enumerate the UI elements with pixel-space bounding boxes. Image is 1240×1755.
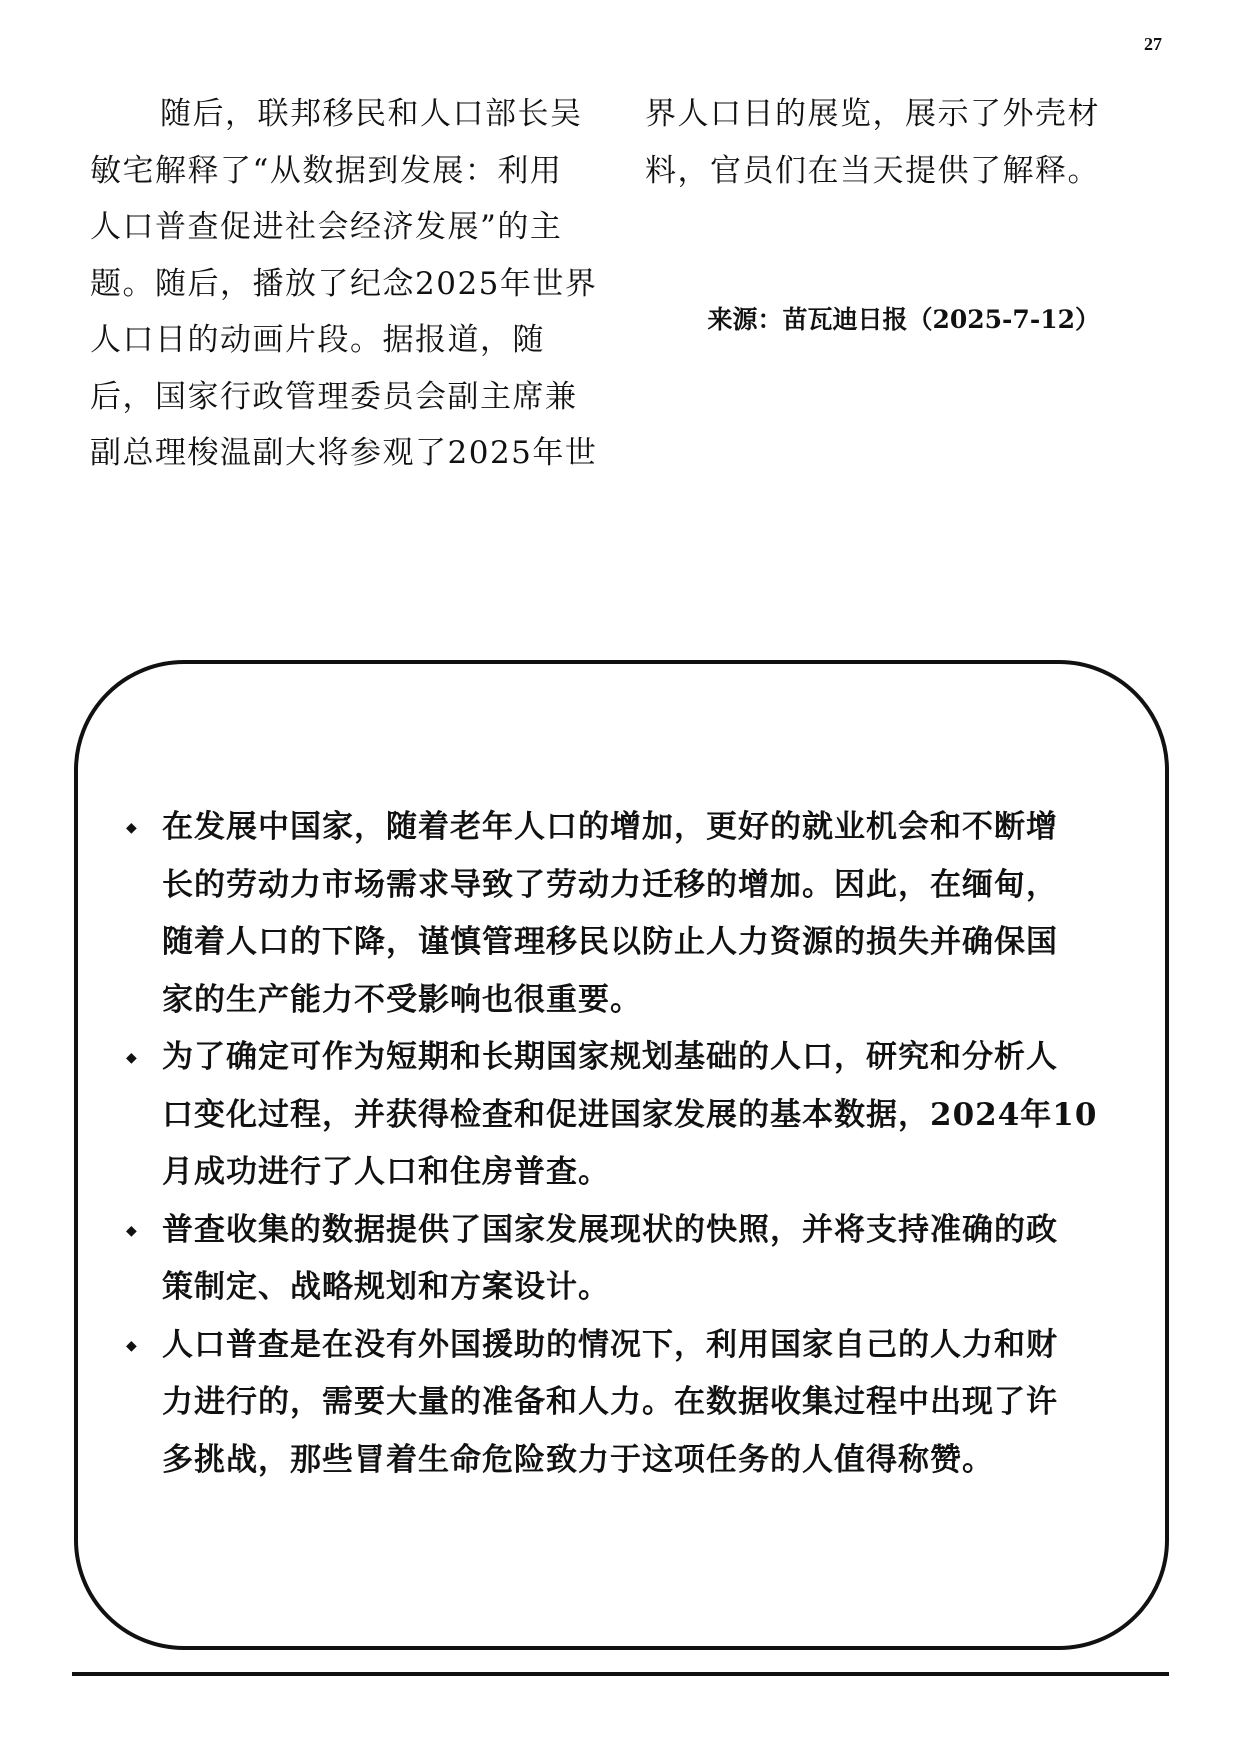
diamond-icon: ◆ [126,1337,137,1354]
article-line: 题。随后，播放了纪念2025年世界 [90,265,598,302]
article-right-column [645,86,1160,199]
list-item-line: 策制定、战略规划和方案设计。 [162,1269,610,1305]
article-line: 副总理梭温副大将参观了2025年世 [90,435,598,471]
article-line: 敏宅解释了“从数据到发展：利用 [90,152,563,189]
source-citation: 来源：苗瓦迪日报（2025-7-12） [707,305,1100,334]
list-item-line: 长的劳动力市场需求导致了劳动力迁移的增加。因此，在缅甸， [162,866,1058,903]
list-item-line: 在发展中国家，随着老年人口的增加，更好的就业机会和不断增 [162,809,1058,845]
list-item [126,799,1136,1029]
article-line: 随后，联邦移民和人口部长吴 [160,96,583,132]
list-item-line: 普查收集的数据提供了国家发展现状的快照，并将支持准确的政 [162,1211,1058,1248]
article-line: 人口普查促进社会经济发展”的主 [90,209,563,245]
list-item-line: 家的生产能力不受影响也很重要。 [162,981,642,1018]
list-item-line: 力进行的，需要大量的准备和人力。在数据收集过程中出现了许 [162,1384,1058,1420]
diamond-icon: ◆ [126,1050,137,1066]
article-columns [90,86,1160,506]
list-item-line: 随着人口的下降，谨慎管理移民以防止人力资源的损失并确保国 [162,924,1058,960]
list-item [126,1317,1136,1490]
article-line: 人口日的动画片段。据报道，随 [90,322,545,358]
footer-divider [72,1672,1169,1676]
article-line: 界人口日的展览，展示了外壳材 [645,96,1100,132]
highlights-list [126,799,1136,1489]
list-item-line: 人口普查是在没有外国援助的情况下，利用国家自己的人力和财 [162,1326,1058,1363]
article-line: 后，国家行政管理委员会副主席兼 [90,378,578,415]
page-number: 27 [1144,34,1162,54]
article-left-column [90,86,610,482]
diamond-icon: ◆ [126,820,137,836]
list-item [126,1029,1136,1202]
highlights-box [74,660,1169,1650]
list-item-line: 多挑战，那些冒着生命危险致力于这项任务的人值得称赞。 [162,1441,994,1478]
list-item-line: 月成功进行了人口和住房普查。 [162,1154,610,1190]
list-item [126,1202,1136,1317]
article-line: 料，官员们在当天提供了解释。 [645,152,1100,189]
diamond-icon: ◆ [126,1222,137,1239]
list-item-line: 口变化过程，并获得检查和促进国家发展的基本数据，2024年10 [162,1096,1098,1133]
list-item-line: 为了确定可作为短期和长期国家规划基础的人口，研究和分析人 [162,1039,1058,1075]
